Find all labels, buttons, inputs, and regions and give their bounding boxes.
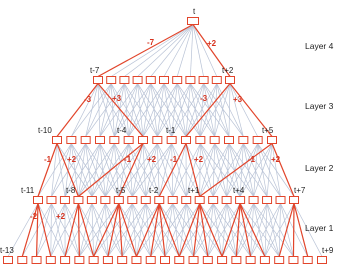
- highlight-edge: [78, 204, 93, 257]
- network-node: [199, 77, 208, 84]
- network-node: [182, 137, 191, 144]
- layer-label-1: Layer 1: [305, 223, 334, 233]
- network-node: [232, 257, 241, 264]
- network-node: [81, 137, 90, 144]
- connection-line: [177, 84, 186, 137]
- highlight-edge: [240, 204, 265, 257]
- network-node: [110, 137, 119, 144]
- network-node: [236, 197, 245, 204]
- network-node: [87, 197, 96, 204]
- network-node: [118, 257, 127, 264]
- highlight-edge: [78, 204, 79, 257]
- connection-line: [186, 84, 217, 137]
- network-node: [303, 257, 312, 264]
- node-label-l1-g: t+7: [294, 186, 306, 195]
- network-node: [161, 257, 170, 264]
- network-node: [263, 197, 272, 204]
- network-node: [260, 257, 269, 264]
- network-node: [218, 257, 227, 264]
- node-label-l1-d: t-2: [149, 186, 159, 195]
- network-node: [318, 257, 327, 264]
- connection-line: [57, 144, 65, 197]
- network-node: [189, 257, 198, 264]
- node-label-l1-f: t+4: [233, 186, 245, 195]
- network-node: [128, 197, 137, 204]
- connection-line: [215, 84, 230, 137]
- network-node: [289, 257, 298, 264]
- network-node: [168, 197, 177, 204]
- connection-line: [186, 84, 190, 137]
- network-node: [61, 257, 70, 264]
- highlight-edge: [200, 204, 208, 257]
- node-label-l1-c: t-5: [116, 186, 126, 195]
- layer-label-4: Layer 4: [305, 41, 334, 51]
- connection-line: [124, 25, 193, 77]
- connection-line: [265, 204, 281, 257]
- dilation-label-l2-a: -1: [44, 155, 52, 164]
- dilation-label-l2-e: -1: [170, 155, 178, 164]
- node-label-l1-b: t-8: [66, 186, 76, 195]
- network-node: [47, 197, 56, 204]
- connection-line: [213, 144, 229, 197]
- network-node: [89, 257, 98, 264]
- network-node: [276, 197, 285, 204]
- network-node: [155, 197, 164, 204]
- network-node: [103, 257, 112, 264]
- highlight-edge: [151, 204, 160, 257]
- connection-line: [111, 25, 193, 77]
- network-node: [268, 137, 277, 144]
- network-node: [34, 197, 43, 204]
- connection-line: [229, 84, 230, 137]
- connection-line: [143, 84, 151, 137]
- network-node: [160, 77, 169, 84]
- network-node: [132, 257, 141, 264]
- network-node: [153, 137, 162, 144]
- network-node: [114, 197, 123, 204]
- network-node: [275, 257, 284, 264]
- network-node: [146, 257, 155, 264]
- node-label-l1-a: t-11: [21, 186, 35, 195]
- connection-line: [213, 204, 222, 257]
- network-node: [249, 197, 258, 204]
- network-node: [173, 77, 182, 84]
- network-node: [32, 257, 41, 264]
- layer-label-2: Layer 2: [305, 163, 334, 173]
- network-node: [212, 77, 221, 84]
- node-label-input-right: t+9: [322, 246, 334, 255]
- network-node: [167, 137, 176, 144]
- dilation-label-l3-c: -3: [200, 94, 208, 103]
- network-node: [67, 137, 76, 144]
- dilation-label-l2-f: +2: [194, 155, 204, 164]
- node-label-l2-b: t-4: [117, 126, 127, 135]
- network-node: [46, 257, 55, 264]
- connection-line: [71, 84, 98, 137]
- node-label-top: t: [193, 7, 196, 16]
- network-node: [246, 257, 255, 264]
- network-node: [239, 137, 248, 144]
- network-node: [139, 137, 148, 144]
- connection-line: [254, 144, 258, 197]
- connection-line: [78, 144, 85, 197]
- network-node: [253, 137, 262, 144]
- network-node: [203, 257, 212, 264]
- node-label-l3-left: t-7: [90, 66, 100, 75]
- network-node: [222, 197, 231, 204]
- connection-line: [230, 84, 258, 137]
- dilation-label-l3-a: -3: [84, 95, 92, 104]
- node-label-l2-a: t-10: [38, 126, 52, 135]
- network-node: [107, 77, 116, 84]
- dilation-label-l3-d: +3: [233, 95, 243, 104]
- network-node: [133, 77, 142, 84]
- dilation-label-l2-b: +2: [67, 155, 77, 164]
- dilation-label-l1-a: -2: [30, 212, 38, 221]
- nodes: [4, 18, 327, 264]
- node-label-l2-d: t+5: [262, 126, 274, 135]
- dilation-label-l1-b: +2: [56, 212, 66, 221]
- network-node: [210, 137, 219, 144]
- highlight-edge: [94, 204, 119, 257]
- connection-line: [193, 25, 217, 77]
- dilation-label-l4-right: +2: [207, 39, 217, 48]
- node-label-input-left: t-13: [0, 246, 14, 255]
- network-node: [74, 197, 83, 204]
- dilation-label-l2-h: +2: [271, 155, 281, 164]
- network-node: [96, 137, 105, 144]
- network-node: [225, 137, 234, 144]
- network-node: [226, 77, 235, 84]
- network-node: [124, 137, 133, 144]
- node-label-l3-right: t+2: [222, 66, 234, 75]
- node-label-l2-c: t-1: [166, 126, 176, 135]
- connection-line: [236, 204, 267, 257]
- layer-label-3: Layer 3: [305, 101, 334, 111]
- network-node: [182, 197, 191, 204]
- connection-line: [272, 144, 281, 197]
- network-node: [146, 77, 155, 84]
- network-node: [75, 257, 84, 264]
- node-label-l1-e: t+1: [188, 186, 200, 195]
- network-node: [196, 137, 205, 144]
- network-node: [175, 257, 184, 264]
- network-node: [60, 197, 69, 204]
- network-node: [4, 257, 13, 264]
- network-node: [290, 197, 299, 204]
- dilation-label-l2-c: -1: [124, 155, 132, 164]
- dilation-label-l4-left: -7: [147, 38, 155, 47]
- network-node: [209, 197, 218, 204]
- network-node: [18, 257, 27, 264]
- network-node: [195, 197, 204, 204]
- connection-line: [258, 144, 267, 197]
- network-node: [94, 77, 103, 84]
- network-node: [186, 77, 195, 84]
- dilation-label-l2-g: -1: [248, 155, 256, 164]
- dilation-label-l3-b: +3: [112, 94, 122, 103]
- network-node: [141, 197, 150, 204]
- network-node: [53, 137, 62, 144]
- network-node: [101, 197, 110, 204]
- network-node: [120, 77, 129, 84]
- connection-line: [254, 204, 280, 257]
- connection-line: [151, 25, 193, 77]
- connection-line: [92, 144, 100, 197]
- connection-line: [157, 144, 172, 197]
- highlight-edge: [293, 204, 294, 257]
- dilation-label-l2-d: +2: [147, 155, 157, 164]
- network-node: [188, 18, 199, 25]
